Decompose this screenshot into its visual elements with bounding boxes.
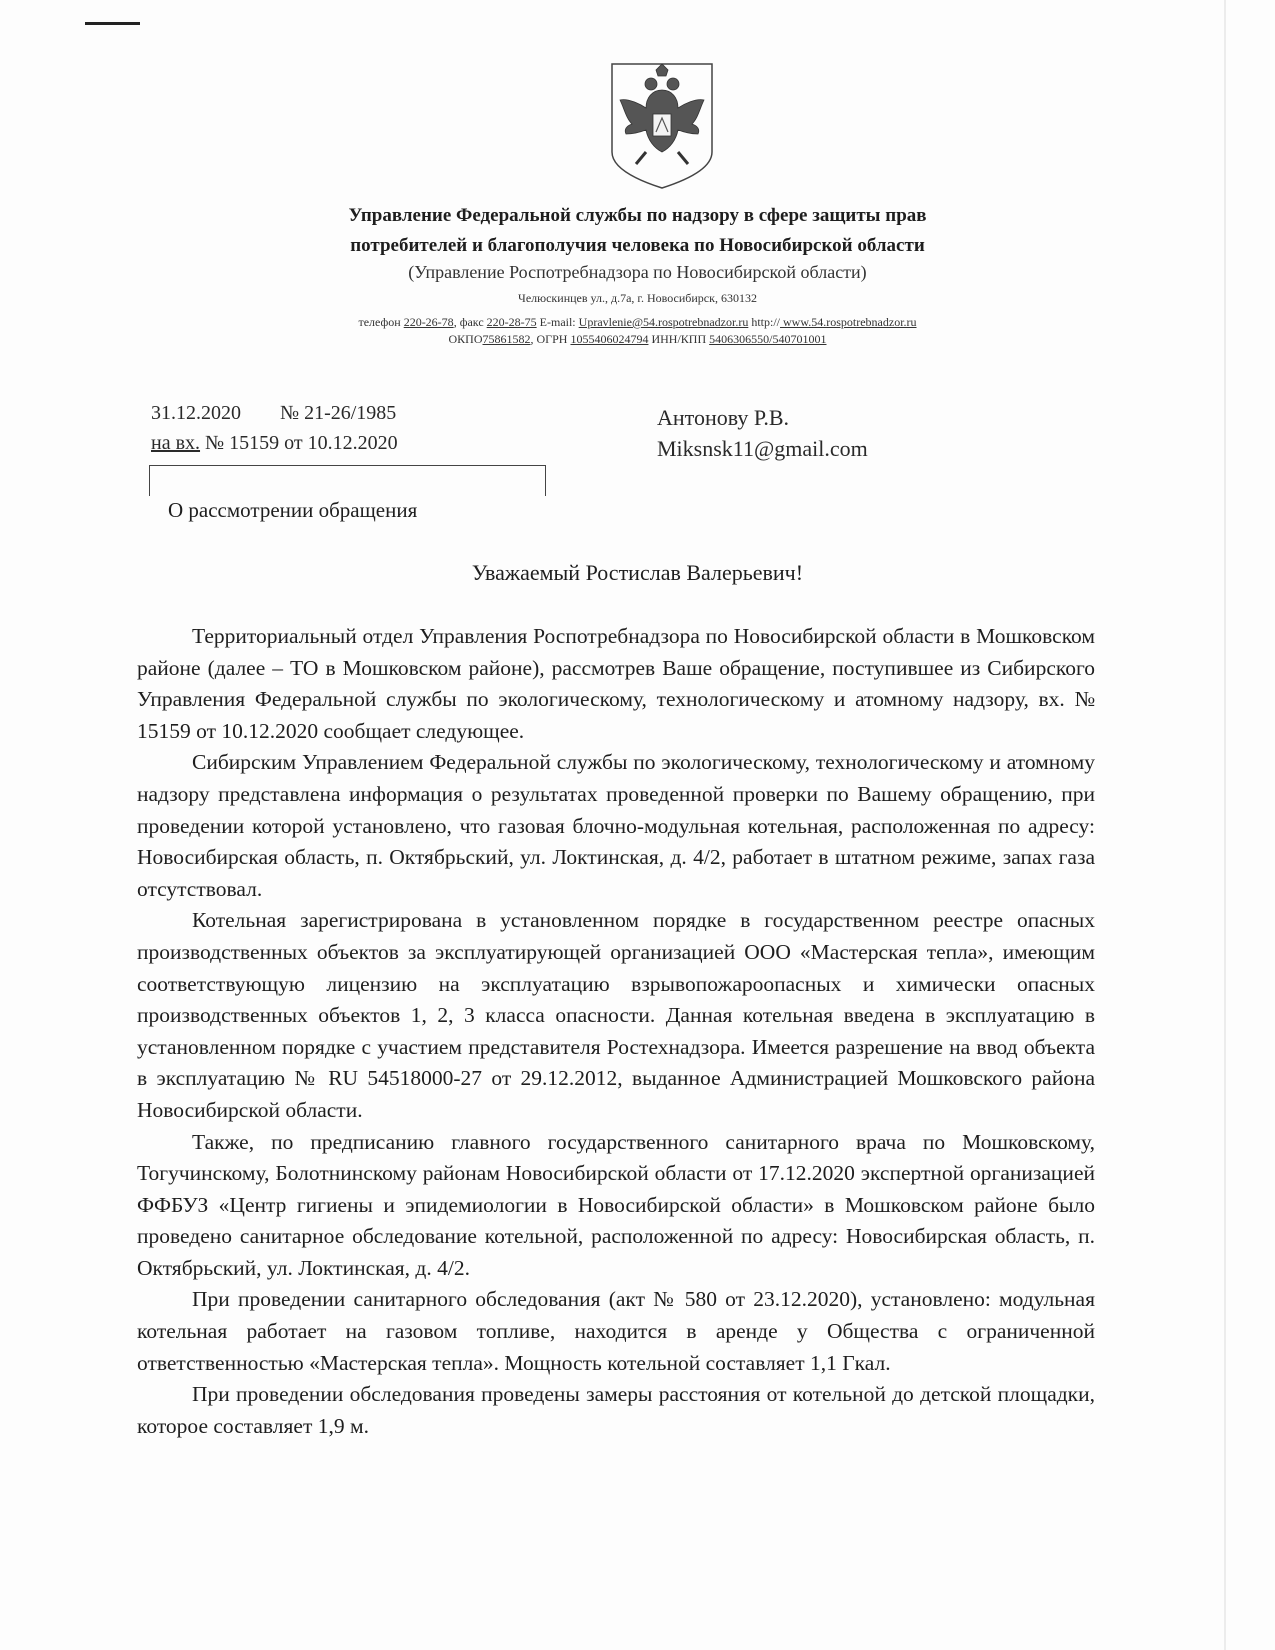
org-email-link[interactable]: Upravlenie@54.rospotrebnadzor.ru [578,315,749,329]
org-contacts [0,315,1275,330]
letter-number: № 21-26/1985 [280,402,397,424]
body-paragraph: Территориальный отдел Управления Роспотребнадзора по Новосибирской области в Мошковском районе (далее – ТО в Мошковском районе), рассмотрев Ваше обращение, поступившее из Сибирского Управления Федеральной службы по экологическому, технологическому и атомному надзору, вх. № 15159 от 10.12.2020 сообщает следующее. [137,624,1095,743]
email-label: E-mail: [536,315,579,329]
body-paragraph: Котельная зарегистрирована в установленном порядке в государственном реестре опасных производственных объектов за эксплуатирующей организацией ООО «Мастерская тепла», имеющим соответствующую лицензию на эксплуатацию взрывопожароопасных и химически опасных производственных объектов 1, 2, 3 класса опасности. Данная котельная введена в эксплуатацию в установленном порядке с участием представителя Ростехнадзора. Имеется разрешение на ввод объекта в эксплуатацию № RU 54518000-27 от 29.12.2012, выданное Администрацией Мошковского района Новосибирской области. [137,908,1095,1122]
letter-body [137,621,1095,1442]
org-short-name: (Управление Роспотребнадзора по Новосибирской области) [408,262,867,282]
incoming-number: № 15159 от 10.12.2020 [200,432,398,454]
inn-kpp: 5406306550/540701001 [709,332,827,346]
addressee-email: Miksnsk11@gmail.com [657,436,868,461]
org-address: Челюскинцев ул., д.7а, г. Новосибирск, 630132 [518,291,757,305]
org-title-line-2: потребителей и благополучия человека по Новосибирской области [350,235,925,256]
body-paragraph: Также, по предписанию главного государственного санитарного врача по Мошковскому, Тогучинскому, Болотнинскому районам Новосибирской области от 17.12.2020 экспертной организацией ФФБУЗ «Центр гигиены и эпидемиологии в Новосибирской области» в Мошковском районе было проведено санитарное обследование котельной, расположенной по адресу: Новосибирская область, п. Октябрьский, ул. Локтинская, д. 4/2. [137,1129,1095,1280]
addressee-name: Антонову Р.В. [657,405,790,430]
fax: 220-28-75 [486,315,537,329]
inn-label: ИНН/КПП [648,332,710,346]
subject-bracket [149,465,546,496]
coat-of-arms-icon [606,60,718,192]
body-paragraph: При проведении обследования проведены замеры расстояния от котельной до детской площадки, которое составляет 1,9 м. [137,1382,1095,1438]
org-site-link[interactable]: www.54.rospotrebnadzor.ru [780,315,917,329]
scan-mark [85,22,140,25]
body-paragraph: При проведении санитарного обследования (акт № 580 от 23.12.2020), установлено: модульная котельная работает на газовом топливе, находится в аренде у Общества с ограниченной ответственностью «Мастерская тепла». Мощность котельной составляет 1,1 Гкал. [137,1287,1095,1375]
site-label: http:// [748,315,780,329]
letter-subject: О рассмотрении обращения [168,498,418,522]
salutation: Уважаемый Ростислав Валерьевич! [471,560,804,585]
incoming-reference [151,432,398,455]
okpo-label: ОКПО [448,332,483,346]
ogrn-label: , ОГРН [530,332,571,346]
fax-label: , факс [453,315,487,329]
org-codes [0,332,1275,347]
phone: 220-26-78 [403,315,454,329]
phone-label: телефон [358,315,404,329]
incoming-label: на вх. [151,432,201,454]
body-paragraph: Сибирским Управлением Федеральной службы по экологическому, технологическому и атомному надзору представлена информация о результатах проведенной проверки по Вашему обращению, при проведении которой установлено, что газовая блочно-модульная котельная, расположенная по адресу: Новосибирская область, п. Октябрьский, ул. Локтинская, д. 4/2, работает в штатном режиме, запах газа отсутствовал. [137,750,1095,901]
letter-date: 31.12.2020 [151,402,241,424]
okpo: 75861582 [482,332,531,346]
ogrn: 1055406024794 [570,332,649,346]
org-title-line-1: Управление Федеральной службы по надзору в сфере защиты прав [348,205,927,226]
